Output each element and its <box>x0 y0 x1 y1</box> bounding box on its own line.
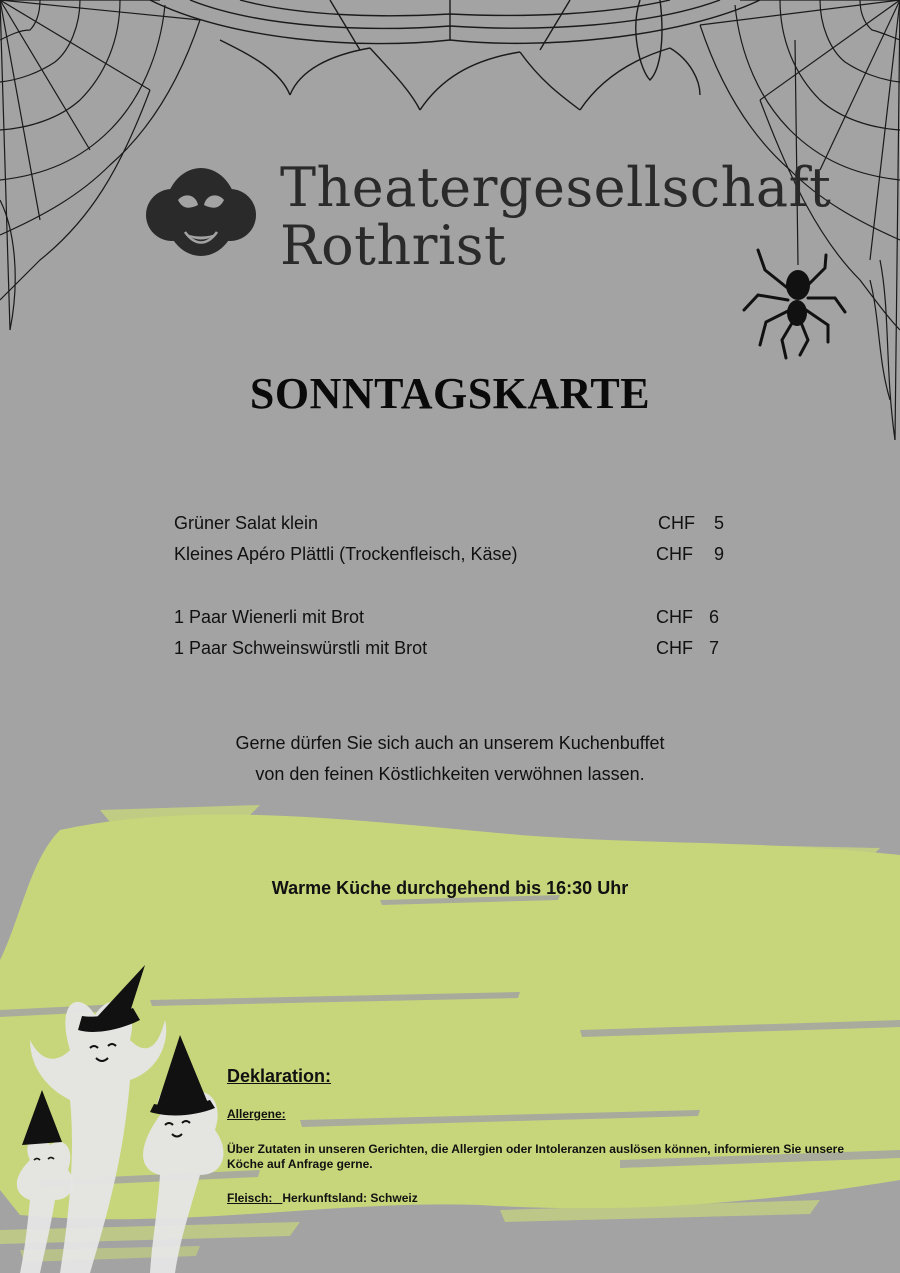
menu-item-currency: CHF <box>656 638 693 658</box>
theater-mask-logo <box>146 168 256 256</box>
menu-item-currency: CHF <box>656 544 693 564</box>
page-title: SONNTAGSKARTE <box>249 369 651 418</box>
buffet-note-line1: Gerne dürfen Sie sich auch an unserem Kuchenbuffet <box>235 733 665 753</box>
allergens-label: Allergene: <box>227 1107 286 1121</box>
menu-item-name: 1 Paar Schweinswürstli mit Brot <box>174 638 428 658</box>
menu-item-name: 1 Paar Wienerli mit Brot <box>174 607 365 627</box>
menu-item-currency: CHF <box>656 607 693 627</box>
brand-name-line1: Theatergesellschaft <box>280 156 832 219</box>
allergens-text-line1: Über Zutaten in unseren Gerichten, die Allergien oder Intoleranzen auslösen können, informieren Sie unsere <box>227 1142 845 1156</box>
menu-item-name: Grüner Salat klein <box>174 513 319 533</box>
kitchen-hours: Warme Küche durchgehend bis 16:30 Uhr <box>271 878 629 898</box>
menu-item-currency: CHF <box>658 513 695 533</box>
meat-origin <box>227 1191 418 1205</box>
menu-item-price: 7 <box>709 638 720 658</box>
meat-label: Fleisch: <box>227 1191 273 1205</box>
cobweb-top-icon <box>150 0 760 110</box>
cobweb-left-icon <box>0 0 200 330</box>
declaration-heading: Deklaration: <box>227 1066 332 1086</box>
brush-stroke <box>0 805 900 1262</box>
brand-name-line2: Rothrist <box>280 214 507 277</box>
menu-item-price: 5 <box>714 513 725 533</box>
menu-item-price: 9 <box>714 544 725 564</box>
menu-item-name: Kleines Apéro Plättli (Trockenfleisch, Käse) <box>174 544 518 564</box>
meat-text: Herkunftsland: Schweiz <box>282 1191 418 1205</box>
buffet-note-line2: von den feinen Köstlichkeiten verwöhnen lassen. <box>255 764 645 784</box>
allergens-text-line2: Köche auf Anfrage gerne. <box>227 1157 373 1171</box>
menu-item-price: 6 <box>709 607 720 627</box>
